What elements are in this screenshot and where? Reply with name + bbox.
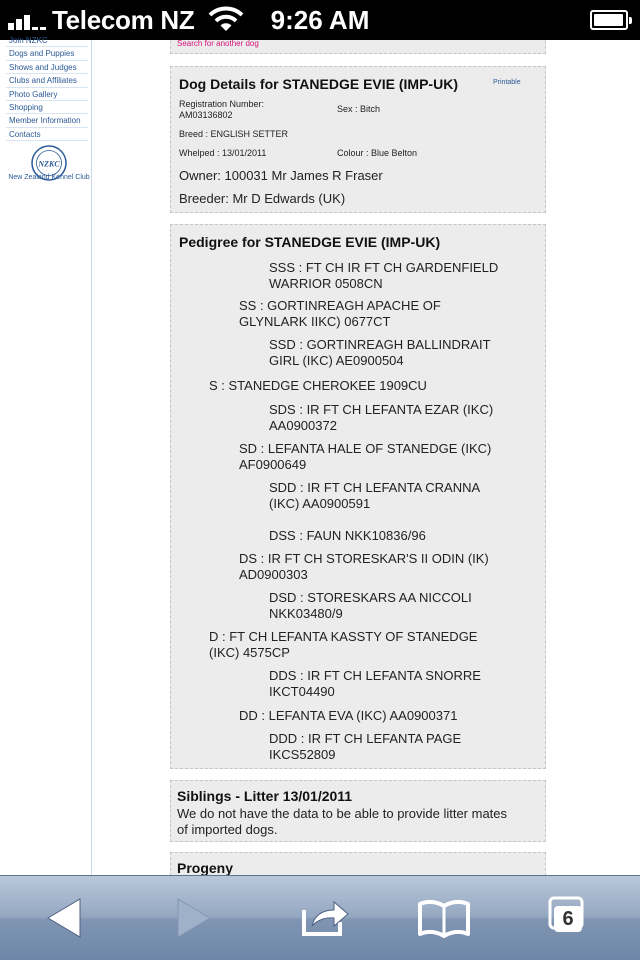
pedigree-sds: SDS : IR FT CH LEFANTA EZAR (IKC) AA0900372 <box>269 402 494 433</box>
club-name: New Zealand Kennel Club <box>8 174 90 181</box>
battery-icon <box>590 10 628 30</box>
registration-number: AM03136802 <box>179 110 233 120</box>
dog-details-title: Dog Details for STANEDGE EVIE (IMP-UK) <box>179 76 458 92</box>
search-another-dog-link[interactable]: Search for another dog <box>177 40 259 48</box>
nav-item-contacts[interactable]: Contacts <box>6 128 88 141</box>
colour: Colour : Blue Belton <box>337 148 418 158</box>
nav-item-shows-and-judges[interactable]: Shows and Judges <box>6 61 88 74</box>
pedigree-dam: D : FT CH LEFANTA KASSTY OF STANEDGE (IKC) 4575CP <box>209 629 478 660</box>
whelped-date: Whelped : 13/01/2011 <box>179 148 267 158</box>
pedigree-panel <box>170 224 546 769</box>
left-navigation <box>0 36 92 875</box>
pedigree-sss: SSS : FT CH IR FT CH GARDENFIELD WARRIOR 0508CN <box>269 260 499 291</box>
bookmarks-book-icon <box>414 890 474 946</box>
nav-item-photo-gallery[interactable]: Photo Gallery <box>6 88 88 101</box>
pedigree-dds: DDS : IR FT CH LEFANTA SNORRE IKCT04490 <box>269 668 481 699</box>
share-icon <box>294 890 354 946</box>
pedigree-ssd: SSD : GORTINREAGH BALLINDRAIT GIRL (IKC) AE0900504 <box>269 337 491 368</box>
browser-toolbar <box>0 875 640 960</box>
siblings-text: We do not have the data to be able to provide litter mates of imported dogs. <box>177 806 508 837</box>
nav-item-member-information[interactable]: Member Information <box>6 114 88 127</box>
registration-label: Registration Number: <box>179 99 265 109</box>
forward-button[interactable] <box>164 890 224 946</box>
siblings-panel <box>170 780 546 842</box>
pedigree-ds: DS : IR FT CH STORESKAR'S II ODIN (IK) AD0900303 <box>239 551 489 582</box>
status-bar <box>0 0 640 40</box>
pedigree-dd: DD : LEFANTA EVA (IKC) AA0900371 <box>239 708 458 723</box>
tabs-button[interactable] <box>542 890 602 946</box>
nav-item-clubs-and-affiliates[interactable]: Clubs and Affiliates <box>6 74 88 87</box>
bookmarks-button[interactable] <box>414 890 474 946</box>
nav-menu <box>6 34 88 141</box>
nav-item-dogs-and-puppies[interactable]: Dogs and Puppies <box>6 47 88 60</box>
back-button[interactable] <box>34 890 94 946</box>
forward-arrow-icon <box>164 890 224 946</box>
nav-item-join[interactable]: Join NZKC <box>6 34 88 47</box>
pedigree-dsd: DSD : STORESKARS AA NICCOLI NKK03480/9 <box>269 590 472 621</box>
pedigree-title: Pedigree for STANEDGE EVIE (IMP-UK) <box>179 234 441 250</box>
sex: Sex : Bitch <box>337 104 381 114</box>
pedigree-ddd: DDD : IR FT CH LEFANTA PAGE IKCS52809 <box>269 731 462 762</box>
share-button[interactable] <box>294 890 354 946</box>
breeder: Breeder: Mr D Edwards (UK) <box>179 191 346 206</box>
search-box <box>170 40 546 54</box>
dog-details-panel <box>170 66 546 213</box>
logo-text: NZKC <box>38 159 60 169</box>
progeny-title: Progeny <box>177 860 234 875</box>
progeny-panel <box>170 852 546 875</box>
pedigree-sdd: SDD : IR FT CH LEFANTA CRANNA (IKC) AA0900591 <box>269 480 480 511</box>
clock: 9:26 AM <box>270 5 370 35</box>
owner: Owner: 100031 Mr James R Fraser <box>179 168 383 183</box>
pedigree-sire: S : STANEDGE CHEROKEE 1909CU <box>209 378 427 393</box>
tab-count-badge: 6 <box>554 906 582 932</box>
pedigree-dss: DSS : FAUN NKK10836/96 <box>269 528 426 543</box>
nav-item-shopping[interactable]: Shopping <box>6 101 88 114</box>
carrier-name: Telecom NZ <box>52 5 195 35</box>
siblings-title: Siblings - Litter 13/01/2011 <box>177 788 353 804</box>
main-content <box>92 40 640 875</box>
breed: Breed : ENGLISH SETTER <box>179 129 289 139</box>
pedigree-sd: SD : LEFANTA HALE OF STANEDGE (IKC) AF0900649 <box>239 441 492 472</box>
printable-link[interactable]: Printable <box>493 79 521 86</box>
back-arrow-icon <box>34 890 94 946</box>
pedigree-ss: SS : GORTINREAGH APACHE OF GLYNLARK IIKC) 0677CT <box>239 298 441 329</box>
